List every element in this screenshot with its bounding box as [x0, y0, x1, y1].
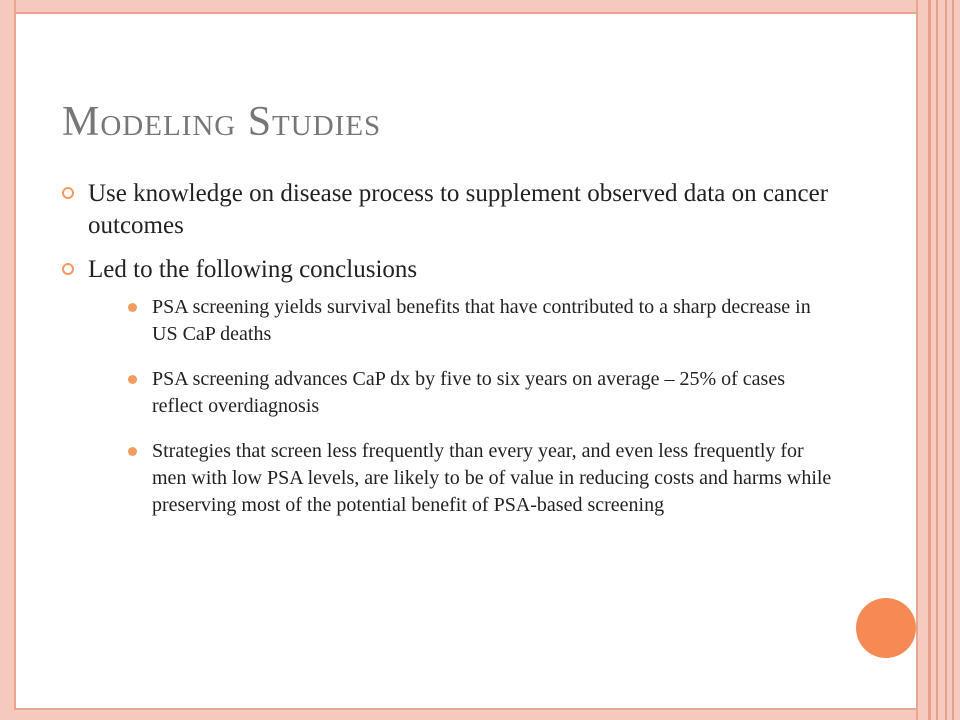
sub-bullet-text: Strategies that screen less frequently than every year, and even less frequently for men with low PSA levels, are likely to be of value in reducing costs and harms while preserving most of the potential benefit of PSA-based screening — [152, 440, 832, 516]
slide-title: Modeling Studies — [62, 99, 382, 145]
strip-line — [928, 0, 931, 720]
bullet-text: Use knowledge on disease process to supplement observed data on cancer outcomes — [88, 180, 829, 239]
frame-top-line — [14, 12, 918, 14]
dot-bullet-icon — [128, 447, 137, 456]
bullet-text: Led to the following conclusions — [88, 256, 418, 283]
frame-top — [0, 0, 918, 12]
bullet-item — [62, 178, 832, 242]
bullet-item — [62, 254, 832, 519]
strip-line — [952, 0, 954, 720]
frame-left-line — [14, 0, 16, 720]
sub-bullet-item — [88, 366, 832, 420]
sub-bullet-item — [88, 438, 832, 519]
frame-bottom — [0, 710, 918, 720]
frame-left — [0, 0, 14, 720]
sub-bullet-item — [88, 294, 832, 348]
strip-line — [945, 0, 947, 720]
slide-content — [62, 178, 832, 537]
frame-bottom-line — [14, 708, 918, 710]
strip-line — [936, 0, 938, 720]
dot-bullet-icon — [128, 303, 137, 312]
sub-bullet-text: PSA screening yields survival benefits that have contributed to a sharp decrease in US CaP deaths — [152, 296, 811, 345]
ring-bullet-icon — [62, 263, 74, 275]
right-decorative-strip — [918, 0, 960, 720]
sub-bullet-list — [88, 294, 832, 519]
ring-bullet-icon — [62, 187, 74, 199]
dot-bullet-icon — [128, 375, 137, 384]
decorative-circle — [856, 598, 916, 658]
bullet-list — [62, 178, 832, 519]
sub-bullet-text: PSA screening advances CaP dx by five to six years on average – 25% of cases reflect overdiagnosis — [152, 368, 785, 417]
